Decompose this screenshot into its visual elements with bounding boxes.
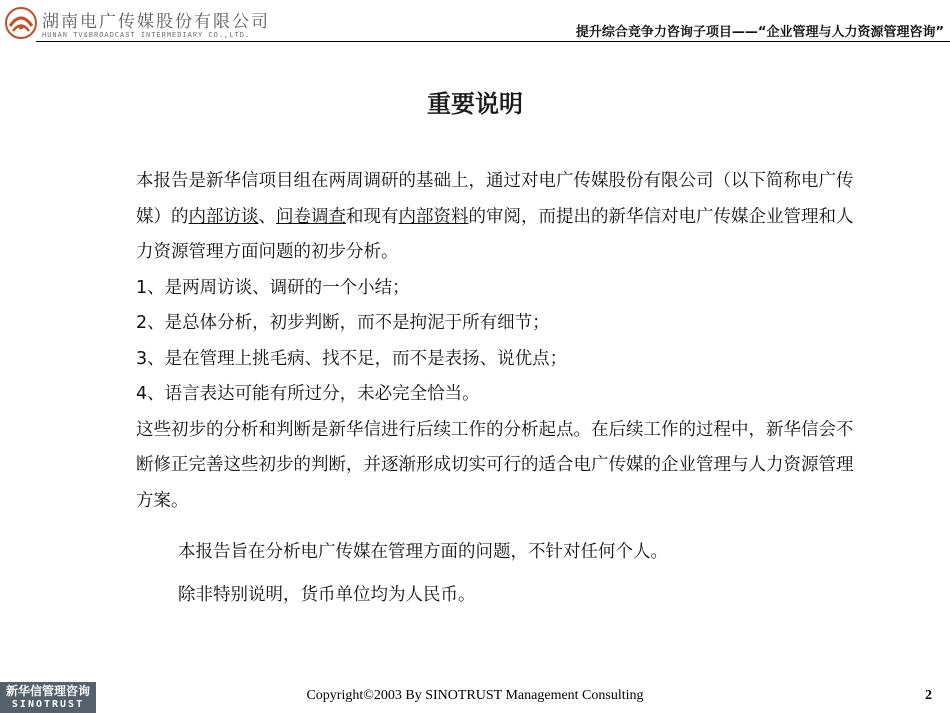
list-item: 2、是总体分析，初步判断，而不是拘泥于所有细节； bbox=[136, 313, 550, 333]
notes-section bbox=[178, 540, 878, 626]
copyright-text: Copyright©2003 By SINOTRUST Management Consulting bbox=[306, 688, 644, 703]
company-name-en: HUNAN TV&BROADCAST INTERMEDIARY CO.,LTD. bbox=[42, 32, 251, 40]
note-currency: 除非特别说明，货币单位均为人民币。 bbox=[178, 585, 476, 605]
company-emblem-icon bbox=[4, 6, 38, 40]
note-disclaimer: 本报告旨在分析电广传媒在管理方面的问题，不针对任何个人。 bbox=[178, 542, 668, 562]
page-number: 2 bbox=[925, 688, 932, 703]
company-logo bbox=[4, 6, 270, 42]
internal-interviews-term: 内部访谈 bbox=[188, 206, 259, 227]
intro-text-start: 本报告是新华信项目组在两周调研的基础上，通过对电广传媒股份有限公司（以下简称电广传媒）的 bbox=[136, 171, 854, 227]
internal-documents-term: 内部资料 bbox=[398, 206, 469, 227]
conclusion-paragraph: 这些初步的分析和判断是新华信进行后续工作的分析起点。在后续工作的过程中，新华信会不断修正完善这些初步的判断，并逐渐形成切实可行的适合电广传媒的企业管理与人力资源管理方案。 bbox=[136, 419, 854, 511]
intro-text-end: 的审阅，而提出的新华信对电广传媒企业管理和人力资源管理方面问题的初步分析。 bbox=[136, 206, 854, 262]
report-body bbox=[88, 164, 863, 519]
company-name-cn: 湖南电广传媒股份有限公司 bbox=[42, 12, 270, 32]
sinotrust-logo-cn: 新华信管理咨询 bbox=[5, 684, 90, 698]
intro-text-mid: 和现有 bbox=[346, 206, 399, 227]
sinotrust-logo-en: SINOTRUST bbox=[11, 699, 85, 710]
list-item: 3、是在管理上挑毛病、找不足，而不是表扬、说优点； bbox=[136, 348, 568, 369]
questionnaire-survey-term: 问卷调查 bbox=[276, 206, 346, 227]
list-item: 1、是两周访谈、调研的一个小结； bbox=[136, 277, 410, 298]
list-item: 4、语言表达可能有所过分，未必完全恰当。 bbox=[136, 384, 480, 404]
page-title: 重要说明 bbox=[427, 90, 523, 118]
project-title: 提升综合竞争力咨询子项目——“企业管理与人力资源管理咨询” bbox=[575, 25, 944, 40]
intro-paragraph bbox=[88, 164, 863, 271]
intro-separator: 、 bbox=[258, 206, 276, 227]
header-divider bbox=[36, 41, 950, 42]
